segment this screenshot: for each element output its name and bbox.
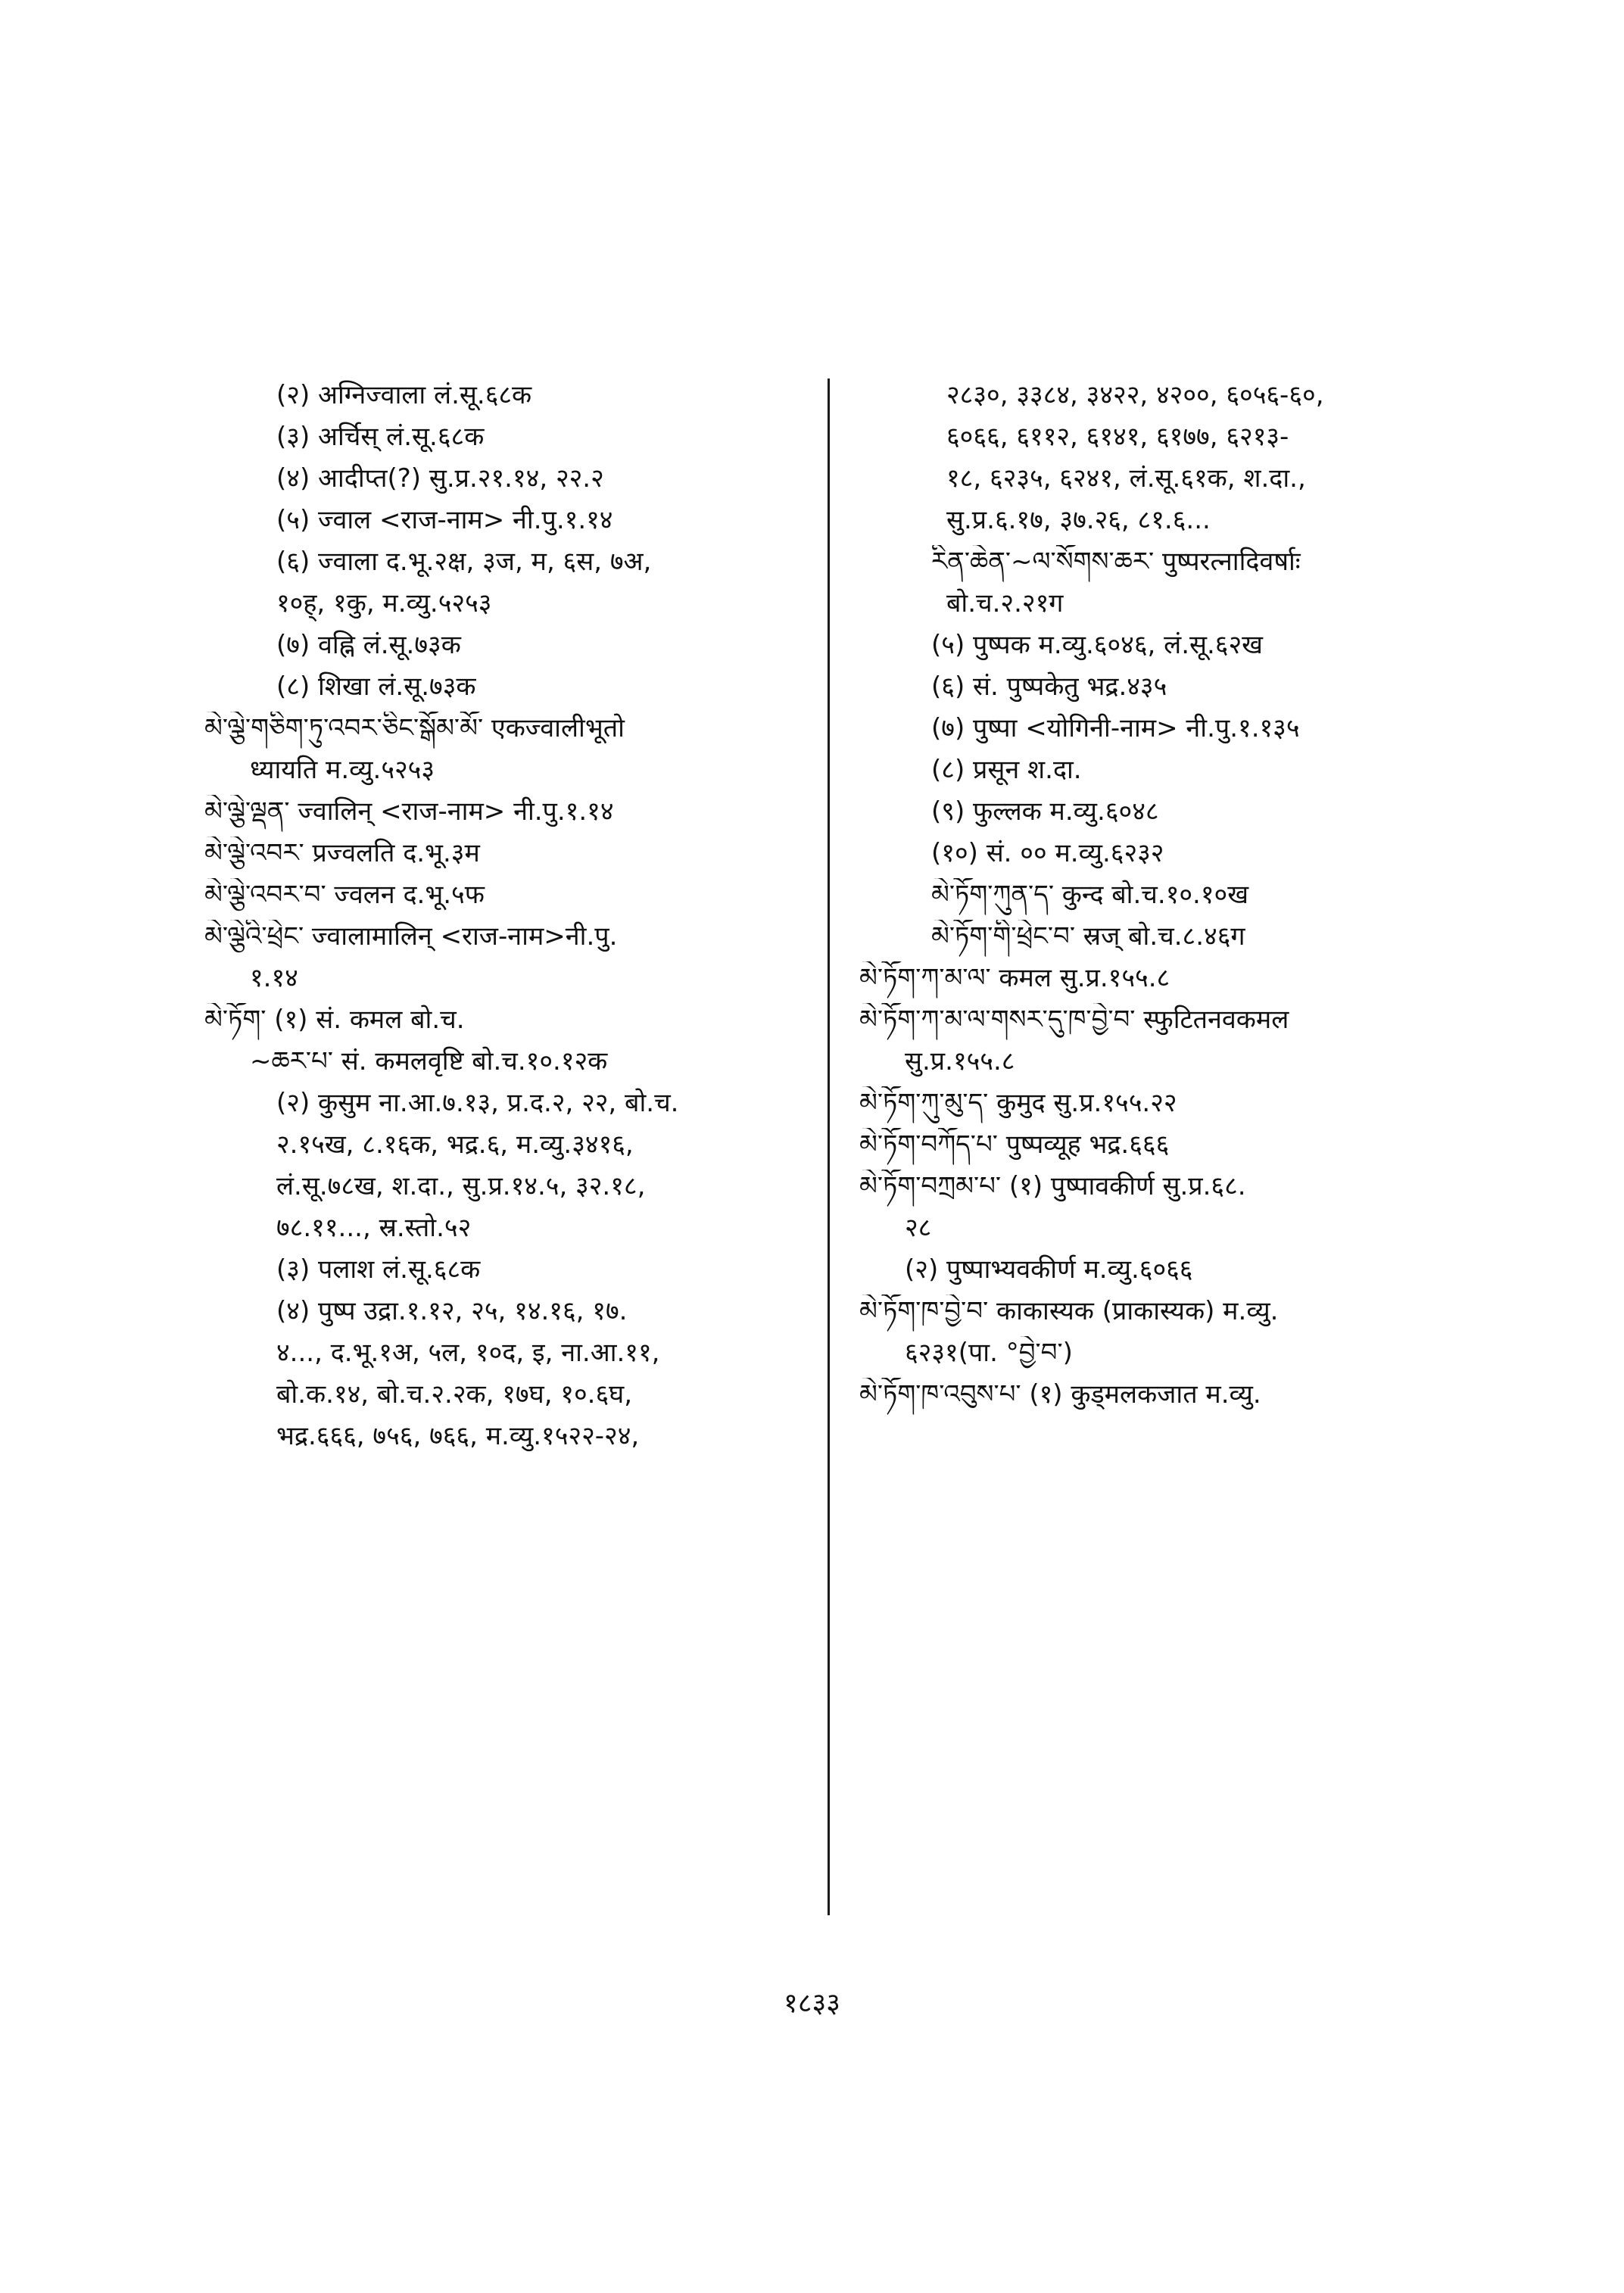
entry-line: མེ་ཏོག་ཀ་མ་ལ་ कमल सु.प्र.१५५.८: [859, 963, 1170, 993]
entry-line: མེ་ཏོག་བཀོད་པ་ पुष्पव्यूह भद्र.६६६: [859, 1129, 1170, 1160]
entry-line: (२) अग्निज्वाला लं.सू.६८क: [276, 380, 532, 410]
entry-line: (२) पुष्पाभ्यवकीर्ण म.व्यु.६०६६: [905, 1254, 1193, 1285]
entry-line: མེ་ཏོག་ཀ་མ་ལ་གསར་དུ་ཁ་བྱེ་བ་ स्फुटितनवकमल: [859, 1005, 1289, 1035]
entry-line: (१०) सं. ०० म.व्यु.६२३२: [931, 838, 1164, 868]
entry-line: ६०६६, ६११२, ६१४१, ६१७७, ६२१३-: [946, 422, 1289, 452]
entry-line: सु.प्र.६.१७, ३७.२६, ८१.६...: [946, 505, 1211, 535]
entry-line: མེ་ལྕེའི་ཕྲེང་ ज्वालामालिन् <राज-नाम>नी.पु.: [204, 921, 618, 952]
entry-line: མེ་ཏོག་གི་ཕྲེང་བ་ स्रज् बो.च.८.४६ग: [931, 921, 1245, 952]
entry-line: (७) पुष्पा <योगिनी-नाम> नी.पु.१.१३५: [931, 713, 1300, 743]
entry-line: ६२३१(पा. °བྱེ་བ་): [905, 1338, 1073, 1368]
left-column: [204, 379, 821, 1461]
entry-line: (३) अर्चिस् लं.सू.६८क: [276, 422, 485, 452]
entry-line: ४..., द.भू.१अ, ५ल, १०द, इ, ना.आ.११,: [276, 1338, 660, 1368]
entry-line: १.१४: [250, 963, 298, 993]
entry-line: (८) प्रसून श.दा.: [931, 755, 1082, 785]
entry-line: बो.क.१४, बो.च.२.२क, १७घ, १०.६घ,: [276, 1379, 633, 1410]
entry-line: མེ་ཏོག་ཀུ་མུ་ད་ कुमुद सु.प्र.१५५.२२: [859, 1088, 1177, 1118]
entry-line: २.१५ख, ८.१६क, भद्र.६, म.व्यु.३४१६,: [276, 1129, 634, 1160]
entry-line: ~ཆར་པ་ सं. कमलवृष्टि बो.च.१०.१२क: [250, 1046, 608, 1076]
entry-line: (४) आदीप्त(?) सु.प्र.२१.१४, २२.२: [276, 463, 604, 494]
entry-line: १८, ६२३५, ६२४१, लं.सू.६१क, श.दा.,: [946, 463, 1306, 494]
entry-line: (९) फुल्लक म.व्यु.६०४८: [931, 796, 1159, 827]
entry-line: མེ་ལྕེ་གཅིག་ཏུ་འབར་ཅིང་སྒོམ་མོ་ एकज्वालीभूतो: [204, 713, 625, 743]
entry-line: (५) ज्वाल <राज-नाम> नी.पु.१.१४: [276, 505, 613, 535]
entry-line: མེ་ལྕེ་ལྡན་ ज्वालिन् <राज-नाम> नी.पु.१.१४: [204, 796, 614, 827]
entry-line: མེ་ཏོག་ཁ་བྱེ་བ་ काकास्यक (प्राकास्यक) म.व्यु.: [859, 1296, 1279, 1326]
entry-line: (४) पुष्प उद्रा.१.१२, २५, १४.१६, १७.: [276, 1296, 628, 1326]
entry-line: (७) वह्नि लं.सू.७३क: [276, 630, 461, 660]
entry-line: མེ་ཏོག་ཁ་འབུས་པ་ (१) कुड्मलकजात म.व्यु.: [859, 1379, 1261, 1410]
right-column: [859, 379, 1488, 1419]
entry-line: ध्यायति म.व्यु.५२५३: [250, 755, 435, 785]
column-divider: [828, 379, 830, 1915]
entry-line: २८३०, ३३८४, ३४२२, ४२००, ६०५६-६०,: [946, 380, 1324, 410]
entry-line: མེ་ཏོག་ཀུན་ད་ कुन्द बो.च.१०.१०ख: [931, 880, 1249, 910]
entry-line: (८) शिखा लं.सू.७३क: [276, 671, 476, 702]
entry-line: २८: [905, 1213, 932, 1243]
entry-line: མེ་ཏོག་བཀྲམ་པ་ (१) पुष्पावकीर्ण सु.प्र.६८.: [859, 1171, 1246, 1201]
entry-line: (५) पुष्पक म.व्यु.६०४६, लं.सू.६२ख: [931, 630, 1263, 660]
entry-line: भद्र.६६६, ७५६, ७६६, म.व्यु.१५२२-२४,: [276, 1421, 640, 1451]
entry-line: (३) पलाश लं.सू.६८क: [276, 1254, 481, 1285]
page-number: १८३३: [784, 1988, 840, 2019]
entry-line: མེ་ལྕེ་འབར་ प्रज्वलति द.भू.३म: [204, 838, 480, 868]
entry-line: ७८.११..., स्र.स्तो.५२: [276, 1213, 472, 1243]
entry-line: (२) कुसुम ना.आ.७.१३, प्र.द.२, २२, बो.च.: [276, 1088, 679, 1118]
entry-line: (६) ज्वाला द.भू.२क्ष, ३ज, म, ६स, ७अ,: [276, 547, 652, 577]
entry-line: बो.च.२.२१ग: [946, 588, 1064, 618]
entry-line: लं.सू.७८ख, श.दा., सु.प्र.१४.५, ३२.१८,: [276, 1171, 646, 1201]
entry-line: མེ་ཏོག་ (१) सं. कमल बो.च.: [204, 1005, 465, 1035]
entry-line: सु.प्र.१५५.८: [905, 1046, 1015, 1076]
entry-line: १०ह्, १कु, म.व्यु.५२५३: [276, 588, 492, 618]
entry-line: (६) सं. पुष्पकेतु भद्र.४३५: [931, 671, 1167, 702]
entry-line: མེ་ལྕེ་འབར་བ་ ज्वलन द.भू.५फ: [204, 880, 485, 910]
entry-line: རིན་ཆེན་~ལ་སོགས་ཆར་ पुष्परत्नादिवर्षाः: [931, 547, 1301, 577]
